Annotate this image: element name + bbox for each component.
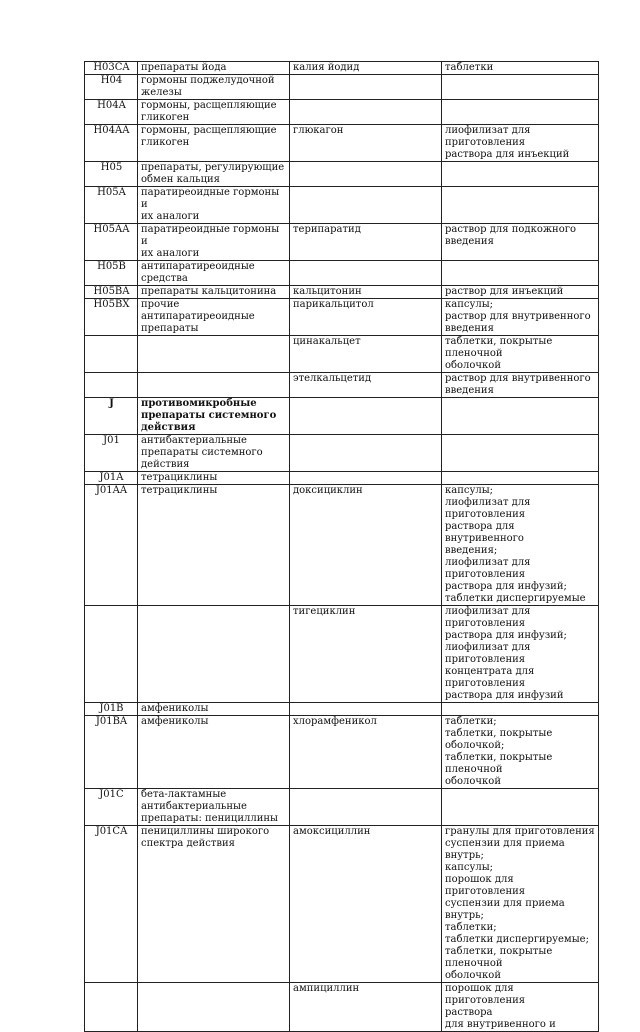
anatomical-group-cell: антипаратиреоидные средства bbox=[138, 261, 290, 286]
dosage-form-cell bbox=[442, 703, 599, 716]
atc-code-cell: J01CA bbox=[85, 826, 138, 983]
dosage-form-cell: гранулы для приготовления суспензии для приема внутрь; капсулы; порошок для приготовления суспензии для приема внутрь; таблетки; таблетки диспергируемые; таблетки, покрытые пленочной оболочкой bbox=[442, 826, 599, 983]
atc-code-cell bbox=[85, 336, 138, 373]
dosage-form-cell bbox=[442, 187, 599, 224]
drug-name-cell: парикальцитол bbox=[290, 299, 442, 336]
anatomical-group-cell: антибактериальные препараты системного действия bbox=[138, 435, 290, 472]
drug-name-cell: хлорамфеникол bbox=[290, 716, 442, 789]
drug-name-cell: тигециклин bbox=[290, 606, 442, 703]
table-row bbox=[85, 703, 599, 716]
anatomical-group-cell bbox=[138, 606, 290, 703]
atc-code-cell: H05B bbox=[85, 261, 138, 286]
dosage-form-cell bbox=[442, 472, 599, 485]
dosage-form-cell: таблетки; таблетки, покрытые оболочкой; таблетки, покрытые пленочной оболочкой bbox=[442, 716, 599, 789]
drug-name-cell: цинакальцет bbox=[290, 336, 442, 373]
dosage-form-cell: капсулы; раствор для внутривенного введения bbox=[442, 299, 599, 336]
atc-code-cell: J01A bbox=[85, 472, 138, 485]
table-row bbox=[85, 983, 599, 1032]
dosage-form-cell bbox=[442, 435, 599, 472]
table-row bbox=[85, 125, 599, 162]
dosage-form-cell bbox=[442, 100, 599, 125]
anatomical-group-cell: гормоны, расщепляющие гликоген bbox=[138, 100, 290, 125]
drug-name-cell bbox=[290, 162, 442, 187]
drug-name-cell bbox=[290, 100, 442, 125]
atc-code-cell: J bbox=[85, 398, 138, 435]
atc-code-cell: J01C bbox=[85, 789, 138, 826]
dosage-form-cell: таблетки, покрытые пленочной оболочкой bbox=[442, 336, 599, 373]
atc-code-cell: J01BA bbox=[85, 716, 138, 789]
drug-name-cell: терипаратид bbox=[290, 224, 442, 261]
atc-code-cell: H05BX bbox=[85, 299, 138, 336]
drug-name-cell: калия йодид bbox=[290, 62, 442, 75]
atc-code-cell bbox=[85, 373, 138, 398]
table-row bbox=[85, 100, 599, 125]
anatomical-group-cell: препараты йода bbox=[138, 62, 290, 75]
drug-name-cell: амоксициллин bbox=[290, 826, 442, 983]
anatomical-group-cell: амфениколы bbox=[138, 716, 290, 789]
atc-code-cell: H05BA bbox=[85, 286, 138, 299]
dosage-form-cell: лиофилизат для приготовления раствора для инфузий; лиофилизат для приготовления концентрата для приготовления раствора для инфузий bbox=[442, 606, 599, 703]
dosage-form-cell: раствор для подкожного введения bbox=[442, 224, 599, 261]
table-row bbox=[85, 789, 599, 826]
drug-name-cell bbox=[290, 75, 442, 100]
anatomical-group-cell: паратиреоидные гормоны и их аналоги bbox=[138, 187, 290, 224]
dosage-form-cell bbox=[442, 75, 599, 100]
drug-name-cell bbox=[290, 703, 442, 716]
anatomical-group-cell: бета-лактамные антибактериальные препараты: пенициллины bbox=[138, 789, 290, 826]
atc-code-cell bbox=[85, 983, 138, 1032]
drug-name-cell: ампициллин bbox=[290, 983, 442, 1032]
atc-code-cell: J01AA bbox=[85, 485, 138, 606]
anatomical-group-cell: гормоны, расщепляющие гликоген bbox=[138, 125, 290, 162]
dosage-form-cell: таблетки bbox=[442, 62, 599, 75]
anatomical-group-cell: препараты, регулирующие обмен кальция bbox=[138, 162, 290, 187]
table-row bbox=[85, 435, 599, 472]
table-row bbox=[85, 472, 599, 485]
table-row bbox=[85, 336, 599, 373]
atc-code-cell bbox=[85, 606, 138, 703]
table-row bbox=[85, 826, 599, 983]
drug-name-cell bbox=[290, 187, 442, 224]
dosage-form-cell: лиофилизат для приготовления раствора для инъекций bbox=[442, 125, 599, 162]
dosage-form-cell bbox=[442, 261, 599, 286]
dosage-form-cell bbox=[442, 398, 599, 435]
anatomical-group-cell bbox=[138, 373, 290, 398]
table-row bbox=[85, 286, 599, 299]
table-row bbox=[85, 75, 599, 100]
table-row bbox=[85, 606, 599, 703]
anatomical-group-cell: препараты кальцитонина bbox=[138, 286, 290, 299]
anatomical-group-cell: тетрациклины bbox=[138, 485, 290, 606]
dosage-form-cell bbox=[442, 162, 599, 187]
table-row bbox=[85, 224, 599, 261]
table-row bbox=[85, 62, 599, 75]
atc-code-cell: J01B bbox=[85, 703, 138, 716]
anatomical-group-cell: тетрациклины bbox=[138, 472, 290, 485]
atc-code-cell: H05A bbox=[85, 187, 138, 224]
anatomical-group-cell: прочие антипаратиреоидные препараты bbox=[138, 299, 290, 336]
dosage-form-cell bbox=[442, 789, 599, 826]
table-body bbox=[85, 62, 599, 1032]
dosage-form-cell: порошок для приготовления раствора для внутривенного и bbox=[442, 983, 599, 1032]
anatomical-group-cell: гормоны поджелудочной железы bbox=[138, 75, 290, 100]
atc-code-cell: H04 bbox=[85, 75, 138, 100]
drug-name-cell bbox=[290, 435, 442, 472]
drug-name-cell bbox=[290, 261, 442, 286]
table-row bbox=[85, 162, 599, 187]
table-row bbox=[85, 398, 599, 435]
atc-code-cell: J01 bbox=[85, 435, 138, 472]
table-row bbox=[85, 261, 599, 286]
dosage-form-cell: капсулы; лиофилизат для приготовления раствора для внутривенного введения; лиофилизат для приготовления раствора для инфузий; таблетки диспергируемые bbox=[442, 485, 599, 606]
drug-name-cell: глюкагон bbox=[290, 125, 442, 162]
atc-code-cell: H05AA bbox=[85, 224, 138, 261]
anatomical-group-cell: амфениколы bbox=[138, 703, 290, 716]
atc-code-cell: H04A bbox=[85, 100, 138, 125]
atc-code-cell: H03CA bbox=[85, 62, 138, 75]
table-row bbox=[85, 716, 599, 789]
anatomical-group-cell: противомикробные препараты системного действия bbox=[138, 398, 290, 435]
atc-code-cell: H05 bbox=[85, 162, 138, 187]
anatomical-group-cell bbox=[138, 336, 290, 373]
atc-code-cell: H04AA bbox=[85, 125, 138, 162]
drug-name-cell: кальцитонин bbox=[290, 286, 442, 299]
table-row bbox=[85, 373, 599, 398]
anatomical-group-cell: пенициллины широкого спектра действия bbox=[138, 826, 290, 983]
dosage-form-cell: раствор для инъекций bbox=[442, 286, 599, 299]
dosage-form-cell: раствор для внутривенного введения bbox=[442, 373, 599, 398]
drug-name-cell bbox=[290, 398, 442, 435]
anatomical-group-cell: паратиреоидные гормоны и их аналоги bbox=[138, 224, 290, 261]
table-row bbox=[85, 187, 599, 224]
table-row bbox=[85, 485, 599, 606]
drug-name-cell bbox=[290, 789, 442, 826]
table-row bbox=[85, 299, 599, 336]
drug-name-cell bbox=[290, 472, 442, 485]
anatomical-group-cell bbox=[138, 983, 290, 1032]
drug-classification-table bbox=[84, 61, 599, 1032]
drug-name-cell: доксициклин bbox=[290, 485, 442, 606]
drug-name-cell: этелкальцетид bbox=[290, 373, 442, 398]
